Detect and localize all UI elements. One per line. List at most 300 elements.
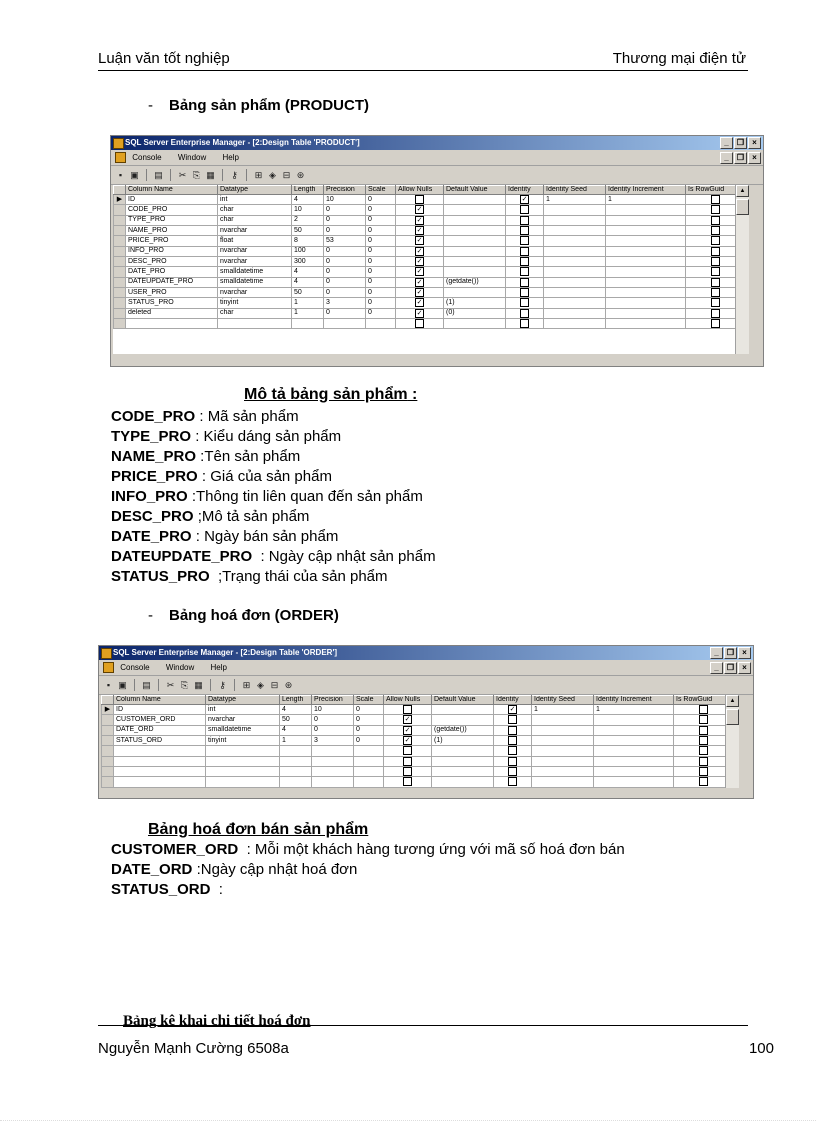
cell-type[interactable]: char [218, 215, 292, 225]
cell-allow-nulls[interactable] [396, 308, 444, 318]
cell-prec[interactable]: 0 [324, 246, 366, 256]
cell-identity-seed[interactable] [544, 246, 606, 256]
identity-checkbox[interactable] [520, 205, 529, 214]
cell-identity-seed[interactable] [544, 236, 606, 246]
cell-identity-increment[interactable] [606, 298, 686, 308]
empty-cell[interactable] [396, 319, 444, 329]
cell-scale[interactable]: 0 [354, 725, 384, 735]
cell-prec[interactable]: 3 [312, 736, 354, 746]
rowguid-checkbox[interactable] [711, 278, 720, 287]
rowguid-checkbox[interactable] [711, 288, 720, 297]
cell-allow-nulls[interactable] [396, 298, 444, 308]
cell-identity-seed[interactable] [544, 308, 606, 318]
cell-prec[interactable]: 0 [324, 308, 366, 318]
cell-len[interactable]: 300 [292, 257, 324, 267]
row-selector[interactable] [114, 267, 126, 277]
cell-scale[interactable]: 0 [366, 277, 396, 287]
table-row[interactable] [114, 236, 746, 246]
menu-help[interactable]: Help [222, 153, 239, 162]
cell-default[interactable]: (1) [444, 298, 506, 308]
empty-cell[interactable] [126, 319, 218, 329]
allow-nulls-checkbox[interactable]: ✓ [404, 726, 411, 734]
column-header[interactable]: Length [280, 696, 312, 705]
row-selector[interactable] [114, 215, 126, 225]
cell-identity[interactable] [494, 715, 532, 725]
empty-cell[interactable] [354, 756, 384, 766]
cell-type[interactable]: smalldatetime [206, 725, 280, 735]
row-selector[interactable] [102, 736, 114, 746]
cell-allow-nulls[interactable] [384, 736, 432, 746]
allow-nulls-checkbox[interactable]: ✓ [416, 237, 423, 245]
identity-checkbox[interactable] [520, 226, 529, 235]
rowguid-checkbox[interactable] [699, 705, 708, 714]
cell-scale[interactable]: 0 [366, 246, 396, 256]
empty-cell[interactable] [206, 756, 280, 766]
close-button[interactable]: × [738, 647, 751, 659]
paste-icon[interactable]: ▦ [206, 169, 215, 180]
cell-name[interactable]: STATUS_ORD [114, 736, 206, 746]
copy-icon[interactable]: ⎘ [192, 169, 201, 180]
table-row[interactable] [114, 205, 746, 215]
cell-identity-increment[interactable] [606, 215, 686, 225]
column-header[interactable]: Length [292, 186, 324, 195]
row-selector[interactable] [114, 277, 126, 287]
empty-checkbox[interactable] [699, 767, 708, 776]
cell-identity-increment[interactable] [594, 715, 674, 725]
properties-icon[interactable]: ▣ [118, 679, 127, 690]
identity-checkbox[interactable] [520, 216, 529, 225]
table-row[interactable] [102, 705, 734, 715]
cell-identity-seed[interactable] [544, 277, 606, 287]
empty-cell[interactable] [594, 746, 674, 756]
cell-scale[interactable]: 0 [366, 215, 396, 225]
cell-name[interactable]: STATUS_PRO [126, 298, 218, 308]
cell-type[interactable]: char [218, 308, 292, 318]
identity-checkbox[interactable]: ✓ [521, 196, 528, 203]
table-icon[interactable]: ▤ [142, 679, 151, 690]
empty-checkbox[interactable] [508, 777, 517, 786]
cell-name[interactable]: ID [126, 195, 218, 205]
cell-identity-increment[interactable] [606, 267, 686, 277]
cell-type[interactable]: int [218, 195, 292, 205]
cell-identity[interactable] [494, 725, 532, 735]
cell-name[interactable]: CODE_PRO [126, 205, 218, 215]
empty-cell[interactable] [432, 777, 494, 787]
vertical-scrollbar[interactable] [735, 185, 749, 354]
empty-checkbox[interactable] [508, 757, 517, 766]
allow-nulls-checkbox[interactable]: ✓ [416, 258, 423, 266]
row-selector[interactable] [102, 746, 114, 756]
empty-cell[interactable] [312, 746, 354, 756]
cell-identity-increment[interactable]: 1 [606, 195, 686, 205]
save-icon[interactable]: ▪ [118, 169, 123, 180]
paste-icon[interactable]: ▦ [194, 679, 203, 690]
cell-default[interactable] [444, 215, 506, 225]
rowguid-checkbox[interactable] [711, 267, 720, 276]
row-selector[interactable] [102, 777, 114, 787]
close-button[interactable]: × [748, 137, 761, 149]
cell-scale[interactable]: 0 [366, 308, 396, 318]
identity-checkbox[interactable] [520, 309, 529, 318]
empty-cell[interactable] [506, 319, 544, 329]
cell-default[interactable]: (0) [444, 308, 506, 318]
cell-identity-seed[interactable] [544, 267, 606, 277]
cell-type[interactable]: tinyint [206, 736, 280, 746]
allow-nulls-checkbox[interactable]: ✓ [416, 216, 423, 224]
empty-cell[interactable] [532, 746, 594, 756]
empty-cell[interactable] [280, 777, 312, 787]
cell-allow-nulls[interactable] [396, 246, 444, 256]
minimize-button[interactable]: _ [720, 137, 733, 149]
indexes-icon[interactable]: ◈ [257, 679, 264, 690]
cell-identity-seed[interactable]: 1 [532, 705, 594, 715]
column-header[interactable]: Datatype [206, 696, 280, 705]
rowguid-checkbox[interactable] [711, 247, 720, 256]
copy-icon[interactable]: ⎘ [180, 679, 189, 690]
cell-name[interactable]: CUSTOMER_ORD [114, 715, 206, 725]
cell-default[interactable] [444, 267, 506, 277]
cell-prec[interactable]: 0 [324, 215, 366, 225]
column-header[interactable]: Is RowGuid [686, 186, 746, 195]
constraints-icon[interactable]: ⊟ [270, 679, 279, 690]
scroll-thumb[interactable] [726, 709, 739, 725]
indexes-icon[interactable]: ◈ [269, 169, 276, 180]
cell-type[interactable]: int [206, 705, 280, 715]
row-selector[interactable] [114, 246, 126, 256]
cell-default[interactable] [432, 715, 494, 725]
allow-nulls-checkbox[interactable]: ✓ [416, 206, 423, 214]
empty-cell[interactable] [606, 319, 686, 329]
row-selector[interactable] [102, 767, 114, 777]
table-row[interactable] [102, 736, 734, 746]
cell-len[interactable]: 4 [280, 725, 312, 735]
table-icon[interactable]: ▤ [154, 169, 163, 180]
identity-checkbox[interactable] [508, 726, 517, 735]
empty-cell[interactable] [384, 746, 432, 756]
column-header[interactable]: Datatype [218, 186, 292, 195]
cell-len[interactable]: 4 [292, 267, 324, 277]
cell-identity[interactable] [506, 215, 544, 225]
cell-name[interactable]: deleted [126, 308, 218, 318]
cell-identity-seed[interactable] [532, 715, 594, 725]
cell-default[interactable] [444, 205, 506, 215]
cell-scale[interactable]: 0 [366, 226, 396, 236]
table-row[interactable] [114, 246, 746, 256]
row-selector[interactable] [102, 756, 114, 766]
identity-checkbox[interactable] [520, 247, 529, 256]
generate-script-icon[interactable]: ⊛ [284, 679, 293, 690]
rowguid-checkbox[interactable] [711, 309, 720, 318]
cell-identity-seed[interactable] [532, 736, 594, 746]
row-selector[interactable] [114, 236, 126, 246]
empty-cell[interactable] [206, 777, 280, 787]
cell-identity-seed[interactable] [544, 205, 606, 215]
cell-identity[interactable] [506, 308, 544, 318]
table-row[interactable] [114, 277, 746, 287]
identity-checkbox[interactable] [520, 278, 529, 287]
empty-row[interactable] [102, 767, 734, 777]
allow-nulls-checkbox[interactable]: ✓ [416, 278, 423, 286]
cell-default[interactable] [444, 195, 506, 205]
empty-cell[interactable] [354, 777, 384, 787]
rowguid-checkbox[interactable] [711, 216, 720, 225]
cell-type[interactable]: smalldatetime [218, 277, 292, 287]
identity-checkbox[interactable] [520, 267, 529, 276]
empty-cell[interactable] [114, 767, 206, 777]
cell-default[interactable] [444, 257, 506, 267]
table-row[interactable] [114, 308, 746, 318]
empty-checkbox[interactable] [403, 757, 412, 766]
key-icon[interactable]: ⚷ [219, 679, 226, 690]
cell-len[interactable]: 2 [292, 215, 324, 225]
cell-allow-nulls[interactable] [396, 267, 444, 277]
cell-identity[interactable] [506, 257, 544, 267]
identity-checkbox[interactable] [520, 236, 529, 245]
empty-cell[interactable] [532, 777, 594, 787]
cell-allow-nulls[interactable] [396, 257, 444, 267]
cell-len[interactable]: 100 [292, 246, 324, 256]
row-selector[interactable] [102, 715, 114, 725]
cell-type[interactable]: float [218, 236, 292, 246]
cell-default[interactable] [444, 226, 506, 236]
cell-prec[interactable]: 10 [312, 705, 354, 715]
cell-prec[interactable]: 53 [324, 236, 366, 246]
empty-cell[interactable] [532, 756, 594, 766]
scroll-up-icon[interactable]: ▲ [736, 185, 749, 197]
cell-len[interactable]: 8 [292, 236, 324, 246]
cell-len[interactable]: 4 [280, 705, 312, 715]
cell-default[interactable] [444, 288, 506, 298]
table-row[interactable] [102, 715, 734, 725]
empty-checkbox[interactable] [403, 746, 412, 755]
column-header[interactable]: Precision [312, 696, 354, 705]
cell-identity[interactable] [506, 246, 544, 256]
cell-allow-nulls[interactable] [396, 277, 444, 287]
empty-cell[interactable] [594, 767, 674, 777]
cell-identity-increment[interactable] [606, 226, 686, 236]
child-restore-button[interactable]: ❐ [734, 152, 747, 164]
empty-checkbox[interactable] [403, 767, 412, 776]
column-header[interactable]: Allow Nulls [384, 696, 432, 705]
cell-name[interactable]: DATEUPDATE_PRO [126, 277, 218, 287]
column-header[interactable]: Scale [366, 186, 396, 195]
child-restore-button[interactable]: ❐ [724, 662, 737, 674]
empty-cell[interactable] [312, 767, 354, 777]
table-row[interactable] [114, 267, 746, 277]
empty-cell[interactable] [280, 756, 312, 766]
column-header[interactable]: Identity Increment [594, 696, 674, 705]
cell-type[interactable]: tinyint [218, 298, 292, 308]
properties-icon[interactable]: ▣ [130, 169, 139, 180]
rowguid-checkbox[interactable] [711, 205, 720, 214]
empty-cell[interactable] [280, 767, 312, 777]
cut-icon[interactable]: ✂ [166, 679, 175, 690]
rowguid-checkbox[interactable] [699, 715, 708, 724]
rowguid-checkbox[interactable] [699, 736, 708, 745]
cell-scale[interactable]: 0 [366, 257, 396, 267]
cell-identity-seed[interactable] [544, 288, 606, 298]
cell-len[interactable]: 4 [292, 195, 324, 205]
empty-checkbox[interactable] [508, 767, 517, 776]
cell-identity-seed[interactable] [544, 298, 606, 308]
empty-cell[interactable] [594, 756, 674, 766]
row-selector[interactable] [114, 288, 126, 298]
row-selector[interactable] [114, 205, 126, 215]
cell-scale[interactable]: 0 [366, 267, 396, 277]
cell-prec[interactable]: 0 [324, 205, 366, 215]
rowguid-checkbox[interactable] [711, 195, 720, 204]
child-minimize-button[interactable]: _ [710, 662, 723, 674]
cell-identity-increment[interactable] [606, 288, 686, 298]
cell-prec[interactable]: 3 [324, 298, 366, 308]
table-row[interactable] [114, 257, 746, 267]
allow-nulls-checkbox[interactable]: ✓ [404, 716, 411, 724]
cell-identity-increment[interactable] [594, 736, 674, 746]
column-header[interactable]: Column Name [126, 186, 218, 195]
empty-cell[interactable] [114, 746, 206, 756]
cell-type[interactable]: char [218, 205, 292, 215]
cell-len[interactable]: 1 [280, 736, 312, 746]
empty-checkbox[interactable] [711, 319, 720, 328]
column-header[interactable]: Is RowGuid [674, 696, 734, 705]
empty-cell[interactable] [384, 756, 432, 766]
rowguid-checkbox[interactable] [711, 298, 720, 307]
cell-type[interactable]: nvarchar [206, 715, 280, 725]
cell-identity[interactable] [506, 288, 544, 298]
empty-checkbox[interactable] [699, 757, 708, 766]
child-close-button[interactable]: × [738, 662, 751, 674]
empty-cell[interactable] [206, 746, 280, 756]
cell-prec[interactable]: 0 [324, 257, 366, 267]
scroll-up-icon[interactable]: ▲ [726, 695, 739, 707]
cell-identity[interactable] [506, 205, 544, 215]
scroll-thumb[interactable] [736, 199, 749, 215]
rowguid-checkbox[interactable] [711, 257, 720, 266]
cell-scale[interactable]: 0 [366, 298, 396, 308]
cell-identity-increment[interactable] [606, 308, 686, 318]
empty-checkbox[interactable] [699, 777, 708, 786]
row-selector[interactable] [114, 226, 126, 236]
empty-row[interactable] [114, 319, 746, 329]
cell-name[interactable]: PRICE_PRO [126, 236, 218, 246]
cell-len[interactable]: 50 [280, 715, 312, 725]
row-selector[interactable]: ▶ [114, 195, 126, 205]
column-header[interactable]: Scale [354, 696, 384, 705]
empty-row[interactable] [102, 756, 734, 766]
empty-cell[interactable] [594, 777, 674, 787]
cell-default[interactable] [432, 705, 494, 715]
cell-len[interactable]: 50 [292, 226, 324, 236]
cell-name[interactable]: USER_PRO [126, 288, 218, 298]
empty-checkbox[interactable] [508, 746, 517, 755]
cell-identity-seed[interactable] [544, 215, 606, 225]
cell-scale[interactable]: 0 [366, 236, 396, 246]
rowguid-checkbox[interactable] [711, 226, 720, 235]
empty-row[interactable] [102, 777, 734, 787]
cell-len[interactable]: 1 [292, 308, 324, 318]
cell-identity-seed[interactable] [532, 725, 594, 735]
cell-allow-nulls[interactable] [384, 715, 432, 725]
cell-name[interactable]: ID [114, 705, 206, 715]
empty-cell[interactable] [494, 777, 532, 787]
menu-help[interactable]: Help [210, 663, 227, 672]
cell-allow-nulls[interactable] [396, 226, 444, 236]
cell-type[interactable]: nvarchar [218, 257, 292, 267]
rowguid-checkbox[interactable] [699, 726, 708, 735]
empty-checkbox[interactable] [415, 319, 424, 328]
empty-cell[interactable] [432, 756, 494, 766]
cell-len[interactable]: 10 [292, 205, 324, 215]
cell-type[interactable]: nvarchar [218, 226, 292, 236]
cell-len[interactable]: 1 [292, 298, 324, 308]
allow-nulls-checkbox[interactable]: ✓ [416, 247, 423, 255]
cell-default[interactable]: (getdate()) [432, 725, 494, 735]
child-minimize-button[interactable]: _ [720, 152, 733, 164]
cell-identity-increment[interactable] [606, 257, 686, 267]
cell-default[interactable]: (getdate()) [444, 277, 506, 287]
cell-identity[interactable] [494, 736, 532, 746]
empty-checkbox[interactable] [520, 319, 529, 328]
allow-nulls-checkbox[interactable]: ✓ [416, 227, 423, 235]
menu-window[interactable]: Window [177, 153, 207, 162]
column-header[interactable]: Identity Seed [544, 186, 606, 195]
cell-name[interactable]: NAME_PRO [126, 226, 218, 236]
row-selector[interactable] [114, 257, 126, 267]
empty-cell[interactable] [206, 767, 280, 777]
column-header[interactable]: Identity [506, 186, 544, 195]
cell-identity-increment[interactable] [594, 725, 674, 735]
empty-cell[interactable] [494, 767, 532, 777]
identity-checkbox[interactable] [520, 257, 529, 266]
key-icon[interactable]: ⚷ [231, 169, 238, 180]
cell-identity-increment[interactable] [606, 236, 686, 246]
relationships-icon[interactable]: ⊞ [242, 679, 251, 690]
cell-identity-increment[interactable] [606, 277, 686, 287]
cell-scale[interactable]: 0 [354, 715, 384, 725]
save-icon[interactable]: ▪ [106, 679, 111, 690]
allow-nulls-checkbox[interactable]: ✓ [416, 289, 423, 297]
table-row[interactable] [114, 195, 746, 205]
cell-prec[interactable]: 0 [324, 288, 366, 298]
cell-identity[interactable] [494, 705, 532, 715]
empty-cell[interactable] [544, 319, 606, 329]
relationships-icon[interactable]: ⊞ [254, 169, 263, 180]
identity-checkbox[interactable] [508, 736, 517, 745]
child-close-button[interactable]: × [748, 152, 761, 164]
cell-identity[interactable] [506, 267, 544, 277]
cell-prec[interactable]: 0 [324, 226, 366, 236]
cell-prec[interactable]: 0 [324, 267, 366, 277]
cell-allow-nulls[interactable] [396, 205, 444, 215]
cell-identity[interactable] [506, 277, 544, 287]
cell-name[interactable]: DESC_PRO [126, 257, 218, 267]
allow-nulls-checkbox[interactable]: ✓ [416, 268, 423, 276]
cell-scale[interactable]: 0 [366, 195, 396, 205]
column-header[interactable]: Identity Seed [532, 696, 594, 705]
column-header[interactable]: Allow Nulls [396, 186, 444, 195]
column-header[interactable]: Default Value [444, 186, 506, 195]
empty-cell[interactable] [432, 746, 494, 756]
cell-allow-nulls[interactable] [384, 725, 432, 735]
menu-console[interactable]: Console [120, 663, 150, 672]
cell-identity-increment[interactable]: 1 [594, 705, 674, 715]
empty-cell[interactable] [494, 746, 532, 756]
empty-checkbox[interactable] [403, 777, 412, 786]
cell-allow-nulls[interactable] [396, 288, 444, 298]
row-selector[interactable] [114, 308, 126, 318]
row-selector[interactable] [102, 725, 114, 735]
empty-cell[interactable] [114, 777, 206, 787]
